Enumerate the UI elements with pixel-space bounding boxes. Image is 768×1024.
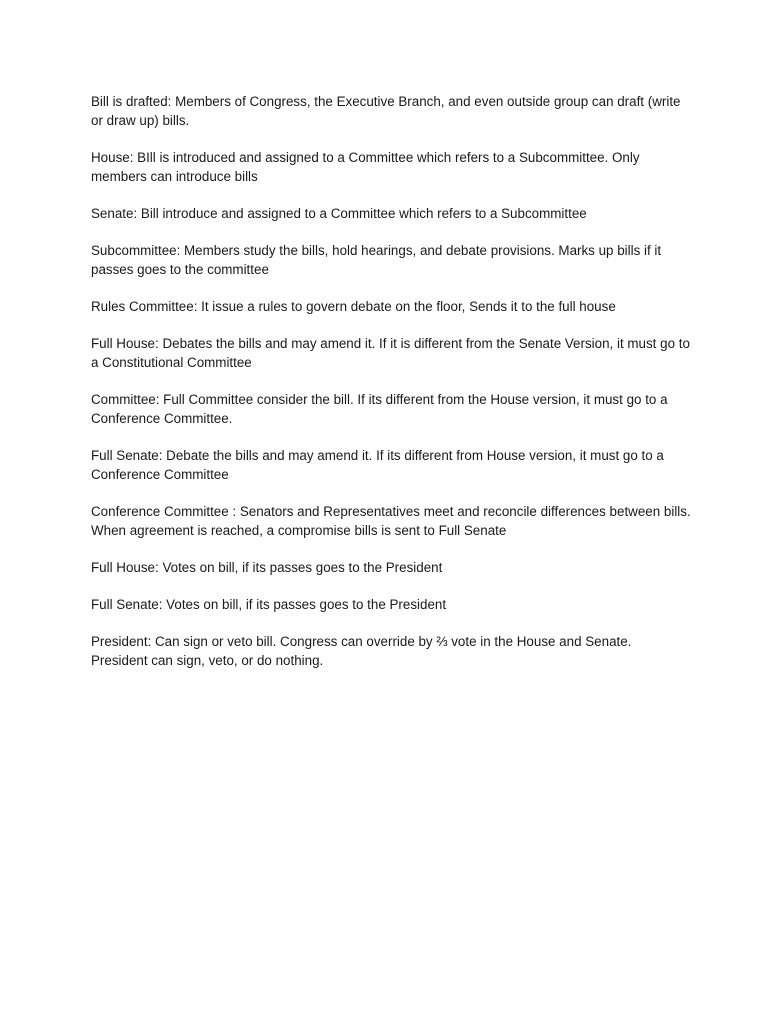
paragraph-conference-committee: Conference Committee : Senators and Representatives meet and reconcile differences between bills. When agreement is reached, a compromise bills is sent to Full Senate — [91, 504, 691, 538]
paragraph-full-senate-vote: Full Senate: Votes on bill, if its passes goes to the President — [91, 597, 447, 612]
paragraph-house-introduced: House: BIll is introduced and assigned to a Committee which refers to a Subcommittee. Only members can introduce bills — [91, 150, 640, 184]
paragraph-full-house-vote: Full House: Votes on bill, if its passes goes to the President — [91, 560, 443, 575]
paragraph-subcommittee: Subcommittee: Members study the bills, hold hearings, and debate provisions. Marks up bills if it passes goes to the committee — [91, 243, 662, 277]
paragraph-full-senate-debate: Full Senate: Debate the bills and may amend it. If its different from House version, it must go to a Conference Committee — [91, 448, 664, 482]
paragraph-senate-introduced: Senate: Bill introduce and assigned to a Committee which refers to a Subcommittee — [91, 206, 587, 221]
document-body — [91, 92, 691, 688]
paragraph-full-house-debate: Full House: Debates the bills and may amend it. If it is different from the Senate Version, it must go to a Constitutional Committee — [91, 336, 690, 370]
paragraph-president: President: Can sign or veto bill. Congress can override by ⅔ vote in the House and Senate. President can sign, veto, or do nothing. — [91, 634, 632, 668]
paragraph-committee: Committee: Full Committee consider the bill. If its different from the House version, it must go to a Conference Committee. — [91, 392, 668, 426]
paragraph-rules-committee: Rules Committee: It issue a rules to govern debate on the floor, Sends it to the full house — [91, 299, 616, 314]
paragraph-bill-drafted: Bill is drafted: Members of Congress, the Executive Branch, and even outside group can draft (write or draw up) bills. — [91, 94, 681, 128]
